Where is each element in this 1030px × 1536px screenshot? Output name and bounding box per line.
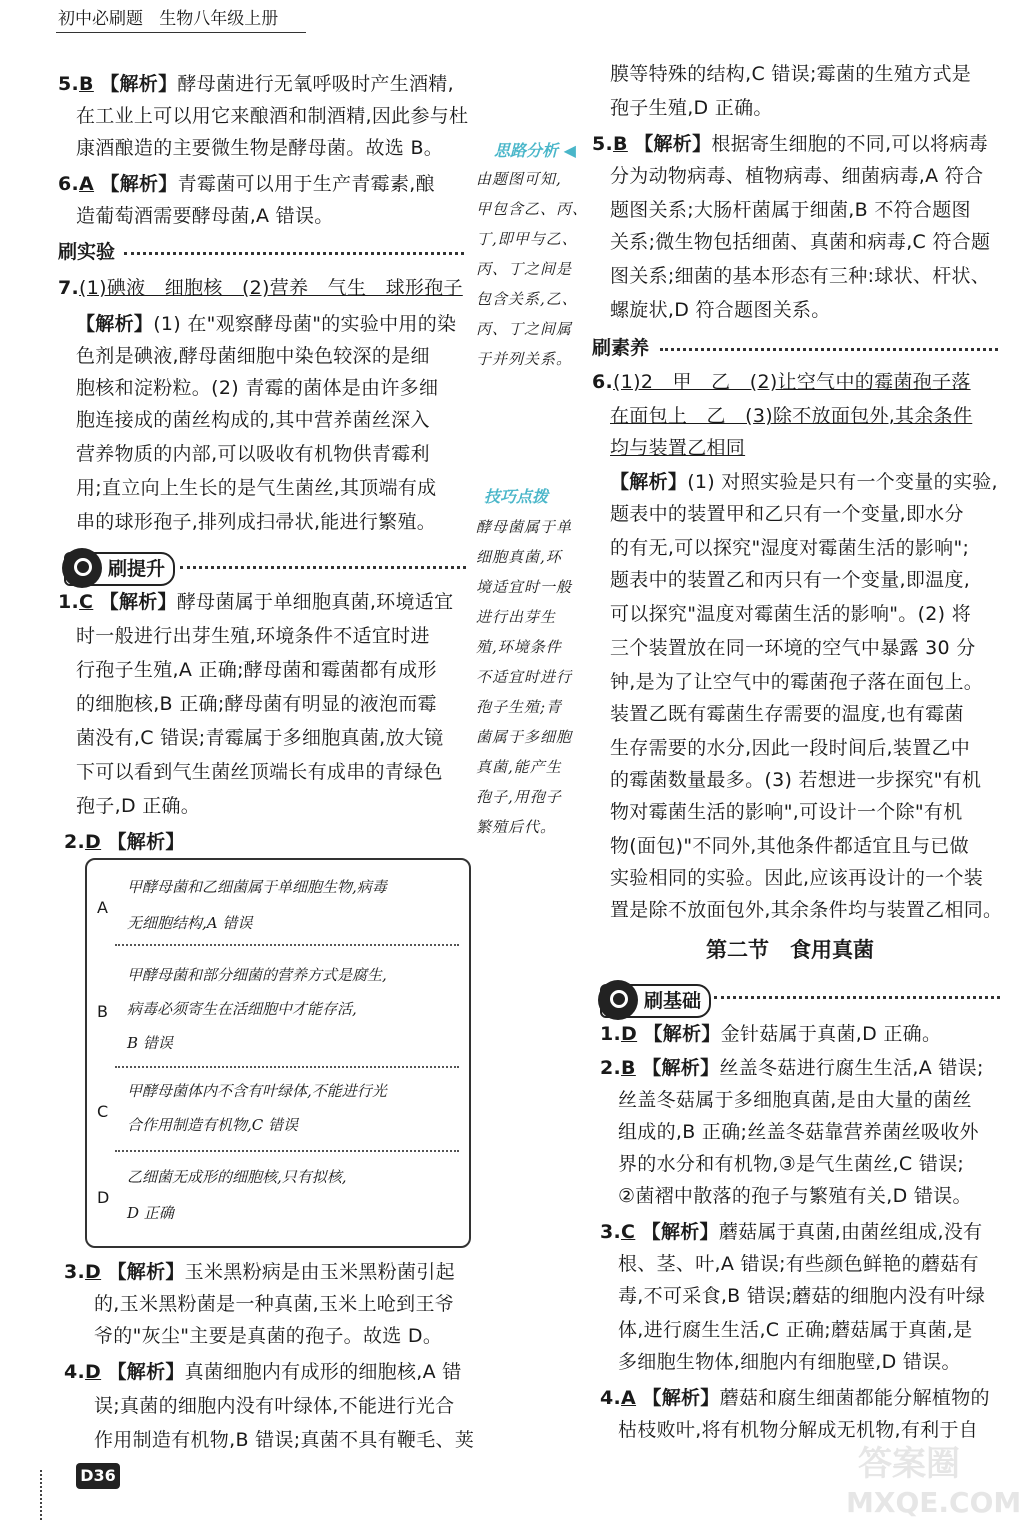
q7-line7: 串的球形孢子,排列成扫帚状,能进行繁殖。 [76, 511, 437, 533]
q5-line2: 在工业上可以用它来酿酒和制酒精,因此参与杜 [76, 105, 469, 127]
q7-line1: 【解析】(1) 在"观察酵母菌"的实验中用的染 [76, 313, 457, 335]
header-rule [56, 32, 306, 33]
running-header [58, 8, 278, 30]
r5-line4: 关系;微生物包括细菌、真菌和病毒,C 符合题 [610, 231, 991, 253]
q7-line3: 胞核和淀粉粒。(2) 青霉的菌体是由许多细 [76, 377, 439, 399]
b4-line1: 4.A 【解析】蘑菇和腐生细菌都能分解植物的 [600, 1387, 990, 1409]
subject-title: 生物八年级上册 [159, 9, 279, 29]
table-divider [115, 944, 459, 946]
right-cont-line2: 孢子生殖,D 正确。 [610, 97, 773, 119]
r6-line7: 钟,是为了让空气中的霉菌孢子落在面包上。 [610, 671, 984, 693]
r6-line9: 生存需要的水分,因此一段时间后,装置乙中 [610, 737, 971, 759]
b3-line4: 体,进行腐生生活,C 正确;蘑菇属于真菌,是 [618, 1319, 973, 1341]
q7-line6: 用;直立向上生长的是气生菌丝,其顶端有成 [76, 477, 437, 499]
b2-line1: 2.B 【解析】丝盖冬菇进行腐生生活,A 错误; [600, 1057, 984, 1079]
book-title: 初中必刷题 [58, 9, 143, 29]
r6-answer-line2: 在面包上 乙 (3)除不放面包外,其余条件 [610, 405, 973, 427]
b3-line2: 根、茎、叶,A 错误;有些颜色鲜艳的蘑菇有 [618, 1253, 979, 1275]
table-divider [115, 1150, 459, 1152]
r6-line12: 物(面包)"不同外,其他条件都适宜且与已做 [610, 835, 969, 857]
p1-line3: 行孢子生殖,A 正确;酵母菌和霉菌都有成形 [76, 659, 437, 681]
b4-line2: 枯枝败叶,将有机物分解成无机物,有利于自 [618, 1419, 979, 1441]
watermark-logo: 答案圈 [858, 1444, 960, 1484]
p1-line1: 1.C 【解析】酵母菌属于单细胞真菌,环境适宜 [58, 591, 454, 613]
q6-line1: 6.A 【解析】青霉菌可以用于生产青霉素,酿 [58, 173, 435, 195]
r6-answer-line3: 均与装置乙相同 [610, 437, 746, 459]
q5-line1: 5.B 【解析】酵母菌进行无氧呼吸时产生酒精, [58, 73, 454, 95]
q7-line5: 营养物质的内部,可以吸收有机物供青霉利 [76, 443, 430, 465]
b2-line2: 丝盖冬菇属于多细胞真菌,是由大量的菌丝 [618, 1089, 972, 1111]
p4-line2: 误;真菌的细胞内没有叶绿体,不能进行光合 [94, 1395, 455, 1417]
r6-line1: 【解析】(1) 对照实验是只有一个变量的实验, [610, 471, 998, 493]
r6-line3: 的有无,可以探究"湿度对霉菌生活的影响"; [610, 537, 970, 559]
r6-line4: 题表中的装置乙和丙只有一个变量,即温度, [610, 569, 971, 591]
section-dots [660, 348, 998, 351]
p1-line2: 时一般进行出芽生殖,环境条件不适宜时进 [76, 625, 430, 647]
section-badge-improve: 刷提升 [64, 552, 175, 586]
section-experiment: 刷实验 [58, 241, 116, 263]
section-literacy: 刷素养 [592, 337, 650, 359]
brush-badge-icon [62, 548, 102, 588]
r6-line13: 实验相同的实验。因此,应该再设计的一个装 [610, 867, 984, 889]
q7-answer: 7.(1)碘液 细胞核 (2)营养 气生 球形孢子 [58, 277, 463, 299]
p1-line7: 孢子,D 正确。 [76, 795, 201, 817]
p3-line2: 的,玉米黑粉菌是一种真菌,玉米上呛到王爷 [94, 1293, 455, 1315]
b2-line3: 组成的,B 正确;丝盖冬菇靠营养菌丝吸收外 [618, 1121, 979, 1143]
watermark-url: MXQE.COM [846, 1486, 1022, 1519]
section-dots [180, 566, 466, 569]
p4-line3: 作用制造有机物,B 错误;真菌不具有鞭毛、荚 [94, 1429, 475, 1451]
r6-line6: 三个装置放在同一环境的空气中暴露 30 分 [610, 637, 976, 659]
section-dots [714, 996, 1000, 999]
sidebar-heading-tips: 技巧点拨 [484, 487, 549, 506]
p3-line1: 3.D 【解析】玉米黑粉病是由玉米黑粉菌引起 [64, 1261, 455, 1283]
right-cont-line1: 膜等特殊的结构,C 错误;霉菌的生殖方式是 [610, 63, 972, 85]
p1-line6: 下可以看到气生菌丝顶端长有成串的青绿色 [76, 761, 443, 783]
analysis-table: A 甲酵母菌和乙细菌属于单细胞生物,病毒 无细胞结构,A 错误 B 甲酵母菌和部分细菌的营养方式是腐生, 病毒必须寄生在活细胞中才能存活, B 错误 C 甲酵母菌体内不含有叶绿体,不能进行光 合作用制造有机物,C 错误 D 乙细菌无成形的细胞核,只有拟核, D 正确 [85, 858, 471, 1248]
r5-line3: 题图关系;大肠杆菌属于细菌,B 不符合题图 [610, 199, 971, 221]
section-badge-basic: 刷基础 [600, 984, 711, 1018]
p1-line5: 菌没有,C 错误;青霉属于多细胞真菌,放大镜 [76, 727, 444, 749]
r6-answer-line1: 6.(1)2 甲 乙 (2)让空气中的霉菌孢子落 [592, 371, 971, 393]
p1-line4: 的细胞核,B 正确;酵母菌有明显的液泡而霉 [76, 693, 437, 715]
r6-line8: 装置乙既有霉菌生存需要的温度,也有霉菌 [610, 703, 964, 725]
q7-line2: 色剂是碘液,酵母菌细胞中染色较深的是细 [76, 345, 430, 367]
p2-line1: 2.D 【解析】 [64, 831, 185, 853]
b2-line4: 界的水分和有机物,③是气生菌丝,C 错误; [618, 1153, 965, 1175]
table-divider [115, 1066, 459, 1068]
b3-line5: 多细胞生物体,细胞内有细胞壁,D 错误。 [618, 1351, 961, 1373]
q6-line2: 造葡萄酒需要酵母菌,A 错误。 [76, 205, 334, 227]
b3-line1: 3.C 【解析】蘑菇属于真菌,由菌丝组成,没有 [600, 1221, 983, 1243]
sidebar-heading-thinking: 思路分析 ◀ [494, 141, 576, 160]
section-title: 第二节 食用真菌 [706, 938, 874, 962]
brush-badge-icon [598, 980, 638, 1020]
r5-line1: 5.B 【解析】根据寄生细胞的不同,可以将病毒 [592, 133, 988, 155]
r5-line2: 分为动物病毒、植物病毒、细菌病毒,A 符合 [610, 165, 984, 187]
r6-line14: 置是除不放面包外,其余条件均与装置乙相同。 [610, 899, 1003, 921]
r5-line6: 螺旋状,D 符合题图关系。 [610, 299, 831, 321]
p3-line3: 爷的"灰尘"主要是真菌的孢子。故选 D。 [94, 1325, 443, 1347]
page-number: D36 [76, 1463, 120, 1489]
section-dots [124, 252, 464, 255]
p4-line1: 4.D 【解析】真菌细胞内有成形的细胞核,A 错 [64, 1361, 462, 1383]
r6-line5: 可以探究"温度对霉菌生活的影响"。(2) 将 [610, 603, 972, 625]
r5-line5: 图关系;细菌的基本形态有三种:球状、杆状、 [610, 265, 991, 287]
r6-line10: 的霉菌数量最多。(3) 若想进一步探究"有机 [610, 769, 982, 791]
b1-line1: 1.D 【解析】金针菇属于真菌,D 正确。 [600, 1023, 942, 1045]
r6-line2: 题表中的装置甲和乙只有一个变量,即水分 [610, 503, 964, 525]
r6-line11: 物对霉菌生活的影响",可设计一个除"有机 [610, 801, 963, 823]
q7-line4: 胞连接成的菌丝构成的,其中营养菌丝深入 [76, 409, 430, 431]
q5-line3: 康酒酿造的主要微生物是酵母菌。故选 B。 [76, 137, 444, 159]
b2-line5: ②菌褶中散落的孢子与繁殖有关,D 错误。 [618, 1185, 972, 1207]
footer-margin-dots [40, 1470, 42, 1520]
b3-line3: 毒,不可采食,B 错误;蘑菇的细胞内没有叶绿 [618, 1285, 986, 1307]
